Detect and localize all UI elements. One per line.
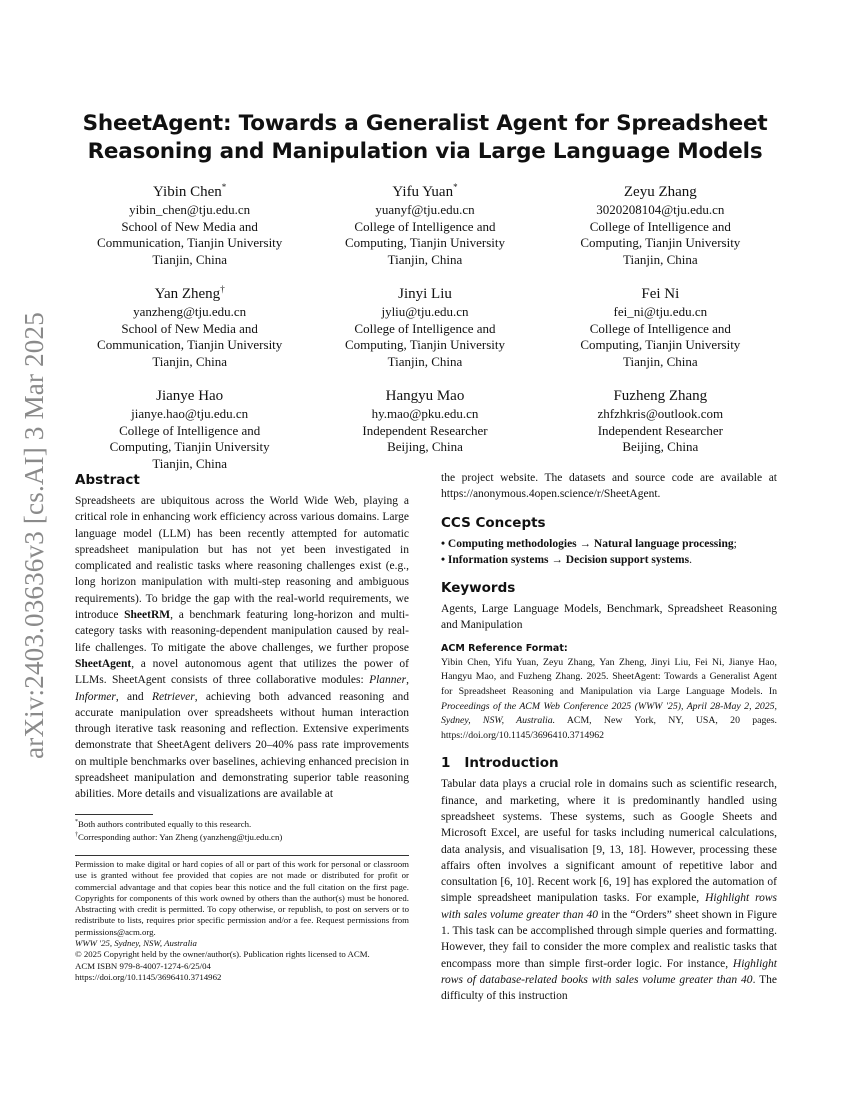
author-affiliation: Computing, Tianjin University xyxy=(580,235,741,250)
author-affiliation: Computing, Tianjin University xyxy=(580,337,741,352)
author-block xyxy=(72,177,307,268)
acm-reference-label: ACM Reference Format: xyxy=(441,642,568,654)
author-affiliation: College of Intelligence and xyxy=(589,320,731,336)
author-block xyxy=(543,381,778,472)
author-name: Jinyi Liu xyxy=(398,286,452,302)
author-name: Yibin Chen* xyxy=(153,182,227,200)
author-email: zhfzhkris@outlook.com xyxy=(597,406,724,421)
author-email: fei_ni@tju.edu.cn xyxy=(613,304,708,319)
introduction-text: Tabular data plays a crucial role in domains such as scientific research, finance, and marketing, where it is predominantly handled using spreadsheet systems. These systems, such as Google Sheets and Microsoft Excel, are useful for tasks including numerical calculations, data analysis, and visualisation [9, 13, 18]. However, processing these affairs often involves a significant amount of repetitive labor and consultation [6, 10]. Recent work [6, 19] has explored the automation of simple spreadsheet manipulation tasks. For example, Highlight rows with sales volume greater than 40 in the “Orders” sheet shown in Figure 1. This task can be accomplished through simple queries and formatting. However, they fail to consider the more complex and realistic tasks that encompass more than simple first-order logic. For instance, Highlight rows of database-related books with sales volume greater than 40. The difficulty of this instruction xyxy=(441,778,778,1003)
keywords-heading: Keywords xyxy=(441,580,516,597)
footnote-equal-contribution: *Both authors contributed equally to this research. xyxy=(75,818,252,829)
author-affiliation: Communication, Tianjin University xyxy=(97,337,283,352)
author-block xyxy=(307,381,542,472)
author-email: yuanyf@tju.edu.cn xyxy=(375,202,475,217)
author-location: Tianjin, China xyxy=(622,251,698,267)
author-affiliation: College of Intelligence and xyxy=(589,218,731,234)
author-block xyxy=(543,177,778,268)
footnote-corresponding-author: †Corresponding author: Yan Zheng (yanzheng@tju.edu.cn) xyxy=(75,832,283,843)
author-name: Yan Zheng† xyxy=(154,284,225,302)
author-location: Tianjin, China xyxy=(622,353,698,369)
ccs-heading: CCS Concepts xyxy=(441,514,546,531)
author-name: Fei Ni xyxy=(641,286,680,302)
permission-text: Permission to make digital or hard copies of all or part of this work for personal or classroom use is granted without fee provided that copies are not made or distributed for profit or commercial advantage and that copies bear this notice and the full citation on the first page. Copyrights for components of this work owned by others than the author(s) must be honored. Abstracting with credit is permitted. To copy otherwise, or republish, to post on servers or to redistribute to lists, requires prior specific permission and/or a fee. Request permissions from permissions@acm.org. xyxy=(75,859,409,937)
author-location: Tianjin, China xyxy=(152,251,227,267)
author-name: Hangyu Mao xyxy=(385,388,465,404)
author-location: Tianjin, China xyxy=(152,455,227,471)
author-affiliation: Independent Researcher xyxy=(362,422,488,438)
footnotes xyxy=(75,814,409,844)
doi-link[interactable]: https://doi.org/10.1145/3696410.3714962 xyxy=(75,971,222,982)
paper-title xyxy=(80,110,770,166)
author-block xyxy=(543,279,778,370)
title-line-2: Reasoning and Manipulation via Large Language Models xyxy=(87,139,763,164)
acm-reference-text: Yibin Chen, Yifu Yuan, Zeyu Zhang, Yan Zheng, Jinyi Liu, Fei Ni, Jianye Hao, Hangyu Mao, and Fuzheng Zhang. 2025. SheetAgent: Towards a Generalist Agent for Spreadsheet Reasoning and Manipulation via Large Language Models. In Proceedings of the ACM Web Conference 2025 (WWW '25), April 28-May 2, 2025, Sydney, NSW, Australia. ACM, New York, NY, USA, 20 pages. https://doi.org/10.1145/3696410.3714962 xyxy=(441,656,778,741)
author-affiliation: Computing, Tianjin University xyxy=(109,439,270,454)
author-email: yanzheng@tju.edu.cn xyxy=(133,304,247,319)
abstract-heading: Abstract xyxy=(75,472,140,488)
author-name: Yifu Yuan* xyxy=(392,182,458,200)
author-affiliation: Computing, Tianjin University xyxy=(344,337,505,352)
abstract-text: Spreadsheets are ubiquitous across the World Wide Web, playing a critical role in enhancing work efficiency across various domains. Large language model (LLM) has been recently attempted for automatic spreadsheet manipulation but has not yet been investigated in complicated and realistic tasks where reasoning challenges exist (e.g., long horizon manipulation with multi-step reasoning and ambiguous requirements). To bridge the gap with the real-world requirements, we introduce SheetRM, a benchmark featuring long-horizon and multi-category tasks with reasoning-dependent manipulation caused by real-life challenges. To mitigate the above challenges, we further propose SheetAgent, a novel autonomous agent that utilizes the power of LLMs. SheetAgent consists of three collaborative modules: Planner, Informer, and Retriever, achieving both advanced reasoning and accurate manipulation over spreadsheets without human interaction through iterative task reasoning and reflection. Extensive experiments demonstrate that SheetAgent delivers 20–40% pass rate improvements on multiple benchmarks over baselines, achieving enhanced precision in spreadsheet manipulation and demonstrating superior table reasoning abilities. More details and visualizations are available at xyxy=(75,495,409,801)
introduction-heading: 1 Introduction xyxy=(441,755,559,772)
author-affiliation: School of New Media and xyxy=(121,320,258,336)
author-name: Jianye Hao xyxy=(156,388,224,404)
author-location: Tianjin, China xyxy=(152,353,227,369)
author-affiliation: Communication, Tianjin University xyxy=(97,235,283,250)
author-location: Tianjin, China xyxy=(387,251,463,267)
ccs-item: • Computing methodologies → Natural language processing; xyxy=(441,537,737,550)
author-affiliation: College of Intelligence and xyxy=(354,320,496,336)
copyright: © 2025 Copyright held by the owner/author(s). Publication rights licensed to ACM. xyxy=(75,949,370,960)
author-grid xyxy=(72,177,778,472)
author-block xyxy=(72,381,307,472)
author-block xyxy=(307,177,542,268)
author-location: Beijing, China xyxy=(387,439,463,454)
author-name: Zeyu Zhang xyxy=(623,184,697,200)
author-email: yibin_chen@tju.edu.cn xyxy=(129,202,251,217)
venue: WWW '25, Sydney, NSW, Australia xyxy=(75,938,197,949)
title-line-1: SheetAgent: Towards a Generalist Agent for Spreadsheet xyxy=(82,111,768,136)
author-email: 3020208104@tju.edu.cn xyxy=(596,202,725,217)
left-column xyxy=(75,470,409,803)
author-location: Beijing, China xyxy=(622,439,699,454)
author-email: hy.mao@pku.edu.cn xyxy=(371,406,479,421)
author-block xyxy=(307,279,542,370)
isbn: ACM ISBN 979-8-4007-1274-6/25/04 xyxy=(75,960,211,971)
author-affiliation: School of New Media and xyxy=(121,218,258,234)
author-affiliation: Computing, Tianjin University xyxy=(344,235,505,250)
author-name: Fuzheng Zhang xyxy=(613,388,708,404)
author-affiliation: Independent Researcher xyxy=(597,422,723,438)
permission-block xyxy=(75,855,409,983)
right-column xyxy=(441,470,777,1005)
author-affiliation: College of Intelligence and xyxy=(354,218,496,234)
keywords-text: Agents, Large Language Models, Benchmark, Spreadsheet Reasoning and Manipulation xyxy=(441,603,777,632)
arxiv-identifier-stamp: arXiv:2403.03636v3 [cs.AI] 3 Mar 2025 xyxy=(18,311,49,759)
author-email: jyliu@tju.edu.cn xyxy=(381,304,469,319)
ccs-item: • Information systems → Decision support systems. xyxy=(441,553,692,566)
author-affiliation: College of Intelligence and xyxy=(119,422,261,438)
abstract-continuation: the project website. The datasets and source code are available at https://anonymous.4open.science/r/SheetAgent. xyxy=(441,472,777,501)
author-location: Tianjin, China xyxy=(387,353,463,369)
footnote-rule xyxy=(75,814,153,815)
author-email: jianye.hao@tju.edu.cn xyxy=(131,406,249,421)
author-block xyxy=(72,279,307,370)
